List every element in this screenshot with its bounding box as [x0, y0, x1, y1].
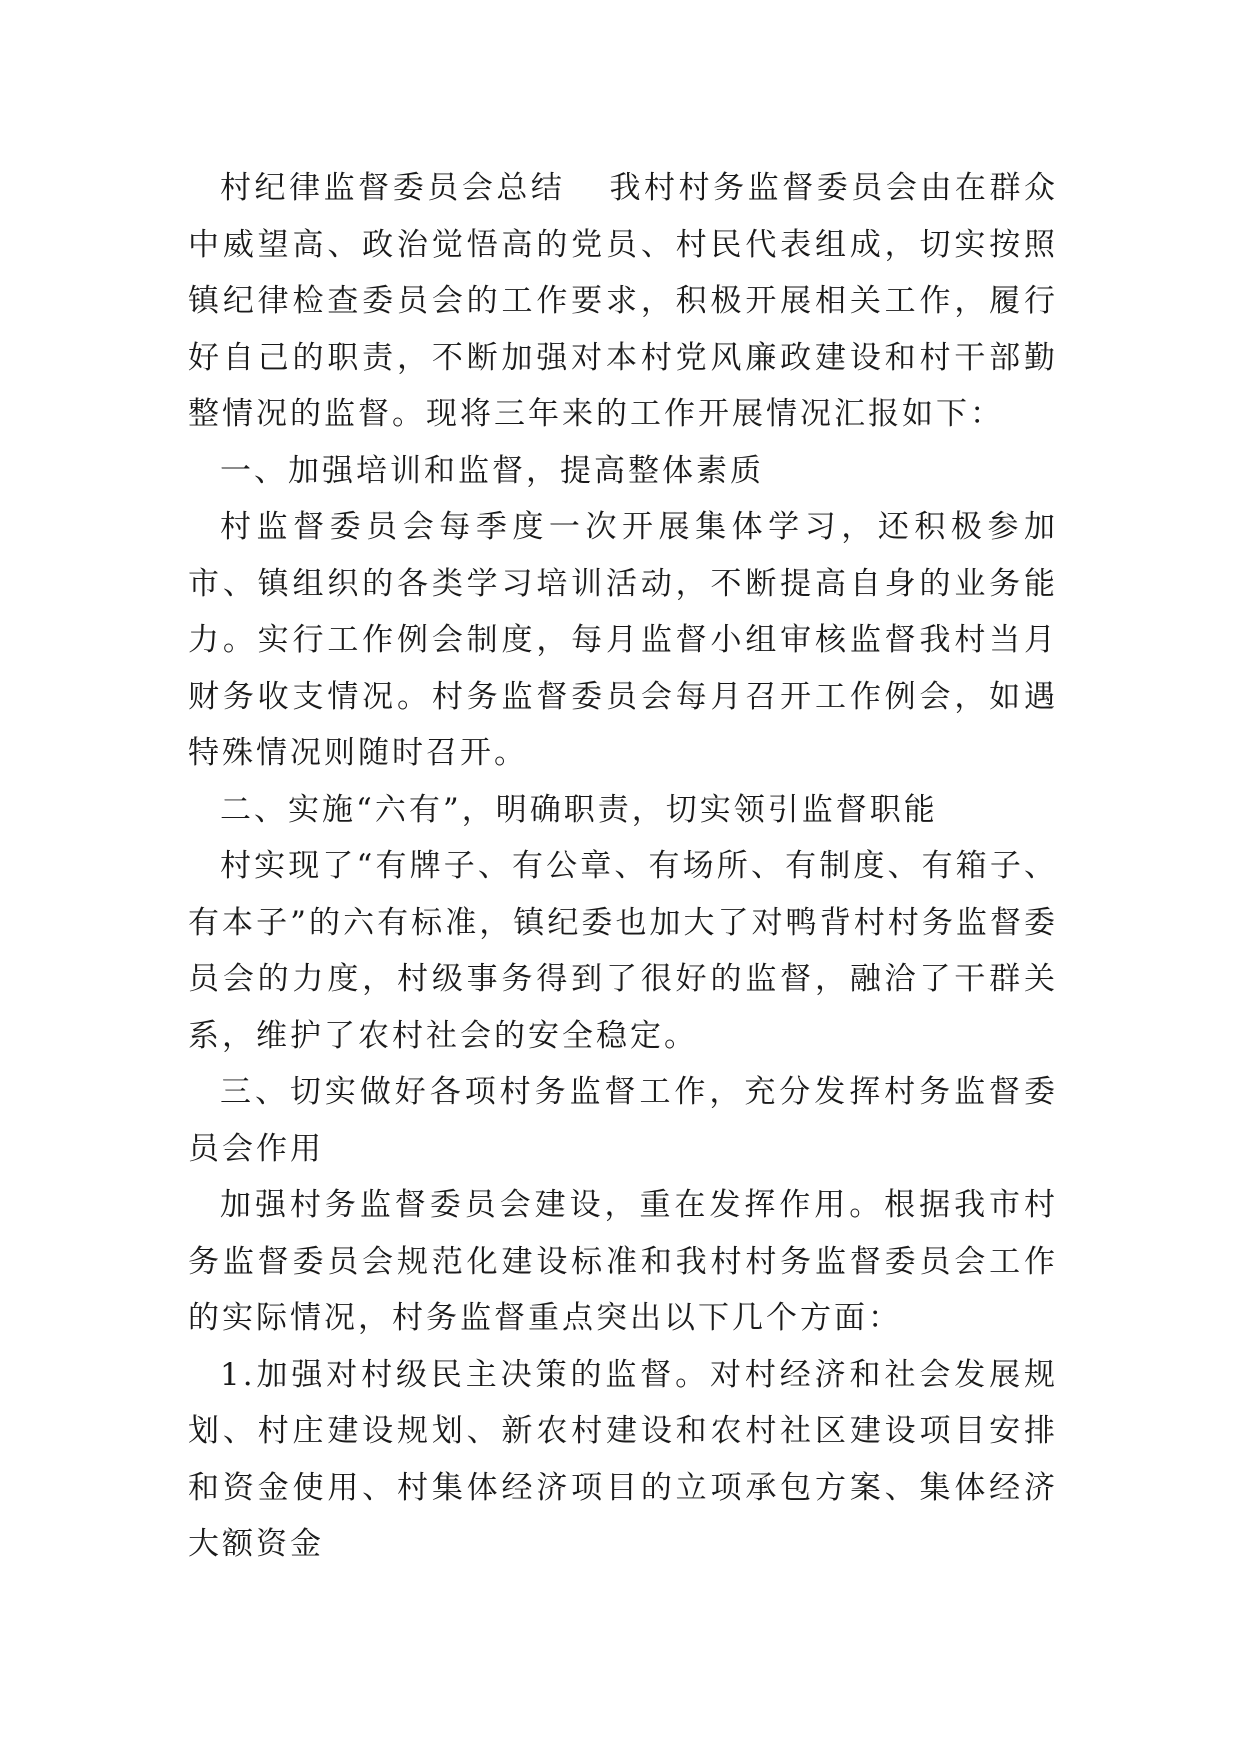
section-heading-1: 一、加强培训和监督，提高整体素质	[220, 452, 764, 489]
paragraph-section-2: 村实现了“有牌子、有公章、有场所、有制度、有箱子、有本子”的六有标准，镇纪委也加大了对鸭背村村务监督委员会的力度，村级事务得到了很好的监督，融洽了干群关系，维护了农村社会的安全稳定。	[188, 848, 1058, 1054]
paragraph-intro	[188, 160, 1058, 443]
document-title: 村纪律监督委员会总结	[220, 170, 566, 206]
paragraph-section-1: 村监督委员会每季度一次开展集体学习，还积极参加市、镇组织的各类学习培训活动，不断提高自身的业务能力。实行工作例会制度，每月监督小组审核监督我村当月财务收支情况。村务监督委员会每月召开工作例会，如遇特殊情况则随时召开。	[188, 509, 1058, 771]
section-heading-2: 二、实施“六有”，明确职责，切实领引监督职能	[220, 791, 938, 828]
paragraph-section-3: 加强村务监督委员会建设，重在发挥作用。根据我市村务监督委员会规范化建设标准和我村村务监督委员会工作的实际情况，村务监督重点突出以下几个方面：	[188, 1187, 1058, 1336]
document-body	[188, 160, 1058, 1573]
paragraph-text: 我村村务监督委员会由在群众中威望高、政治觉悟高的党员、村民代表组成，切实按照镇纪律检查委员会的工作要求，积极开展相关工作，履行好自己的职责，不断加强对本村党风廉政建设和村干部勤整情况的监督。现将三年来的工作开展情况汇报如下：	[188, 170, 1059, 432]
paragraph-item-1: 1.加强对村级民主决策的监督。对村经济和社会发展规划、村庄建设规划、新农村建设和农村社区建设项目安排和资金使用、村集体经济项目的立项承包方案、集体经济大额资金	[188, 1356, 1058, 1562]
section-heading-3: 三、切实做好各项村务监督工作，充分发挥村务监督委员会作用	[188, 1074, 1058, 1167]
